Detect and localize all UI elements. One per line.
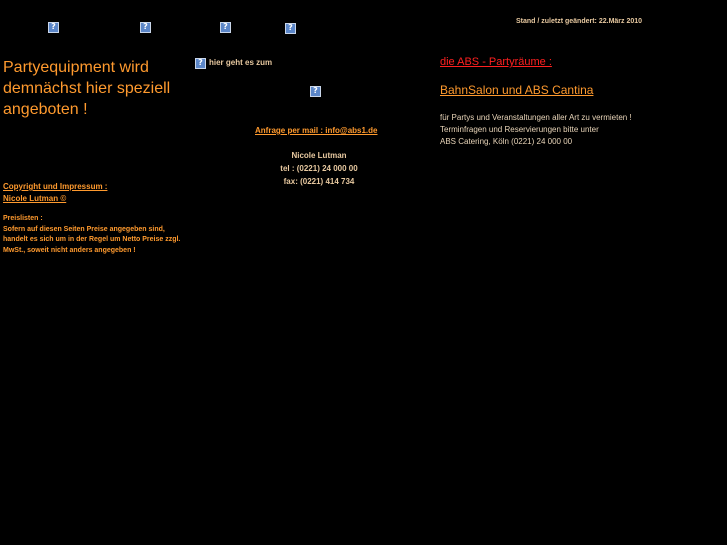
info-line: für Partys und Veranstaltungen aller Art zu vermieten ! xyxy=(440,113,632,122)
hier-geht-text: hier geht es zum xyxy=(209,58,273,67)
copyright-block xyxy=(3,181,107,205)
headline-line: angeboten ! xyxy=(3,101,88,118)
price-notice-line: Sofern auf diesen Seiten Preise angegeben sind, xyxy=(3,225,165,233)
price-notice-line: handelt es sich um in der Regel um Netto Preise zzgl. xyxy=(3,236,181,243)
broken-image-icon[interactable]: ? xyxy=(140,22,151,33)
broken-image-icon[interactable]: ? xyxy=(310,86,321,97)
broken-image-icon[interactable]: ? xyxy=(195,58,206,69)
price-notice-title: Preislisten : xyxy=(3,215,43,222)
info-line: ABS Catering, Köln (0221) 24 000 00 xyxy=(440,137,573,146)
contact-fax: fax: (0221) 414 734 xyxy=(283,177,355,186)
last-updated-text: Stand / zuletzt geändert: 22.März 2010 xyxy=(516,18,643,25)
partyraeume-link[interactable]: die ABS - Partyräume : xyxy=(440,56,552,68)
contact-block xyxy=(200,149,438,188)
bahnsalon-link[interactable]: BahnSalon und ABS Cantina xyxy=(440,83,594,97)
contact-name: Nicole Lutman xyxy=(291,151,347,160)
broken-image-icon[interactable]: ? xyxy=(48,22,59,33)
author-link[interactable]: Nicole Lutman © xyxy=(3,194,67,203)
price-notice-line: MwSt., soweit nicht anders angegeben ! xyxy=(3,246,136,254)
email-link[interactable]: Anfrage per mail : info@abs1.de xyxy=(255,126,378,135)
headline-line: Partyequipment wird xyxy=(3,59,149,76)
broken-image-icon[interactable]: ? xyxy=(285,23,296,34)
headline-line: demnächst hier speziell xyxy=(3,80,171,97)
info-line: Terminfragen und Reservierungen bitte unter xyxy=(440,125,599,134)
contact-tel: tel : (0221) 24 000 00 xyxy=(280,164,358,173)
copyright-link[interactable]: Copyright und Impressum : xyxy=(3,182,108,191)
broken-image-icon[interactable]: ? xyxy=(220,22,231,33)
page-headline xyxy=(3,57,170,120)
price-notice xyxy=(3,214,180,256)
rental-info xyxy=(440,112,632,148)
